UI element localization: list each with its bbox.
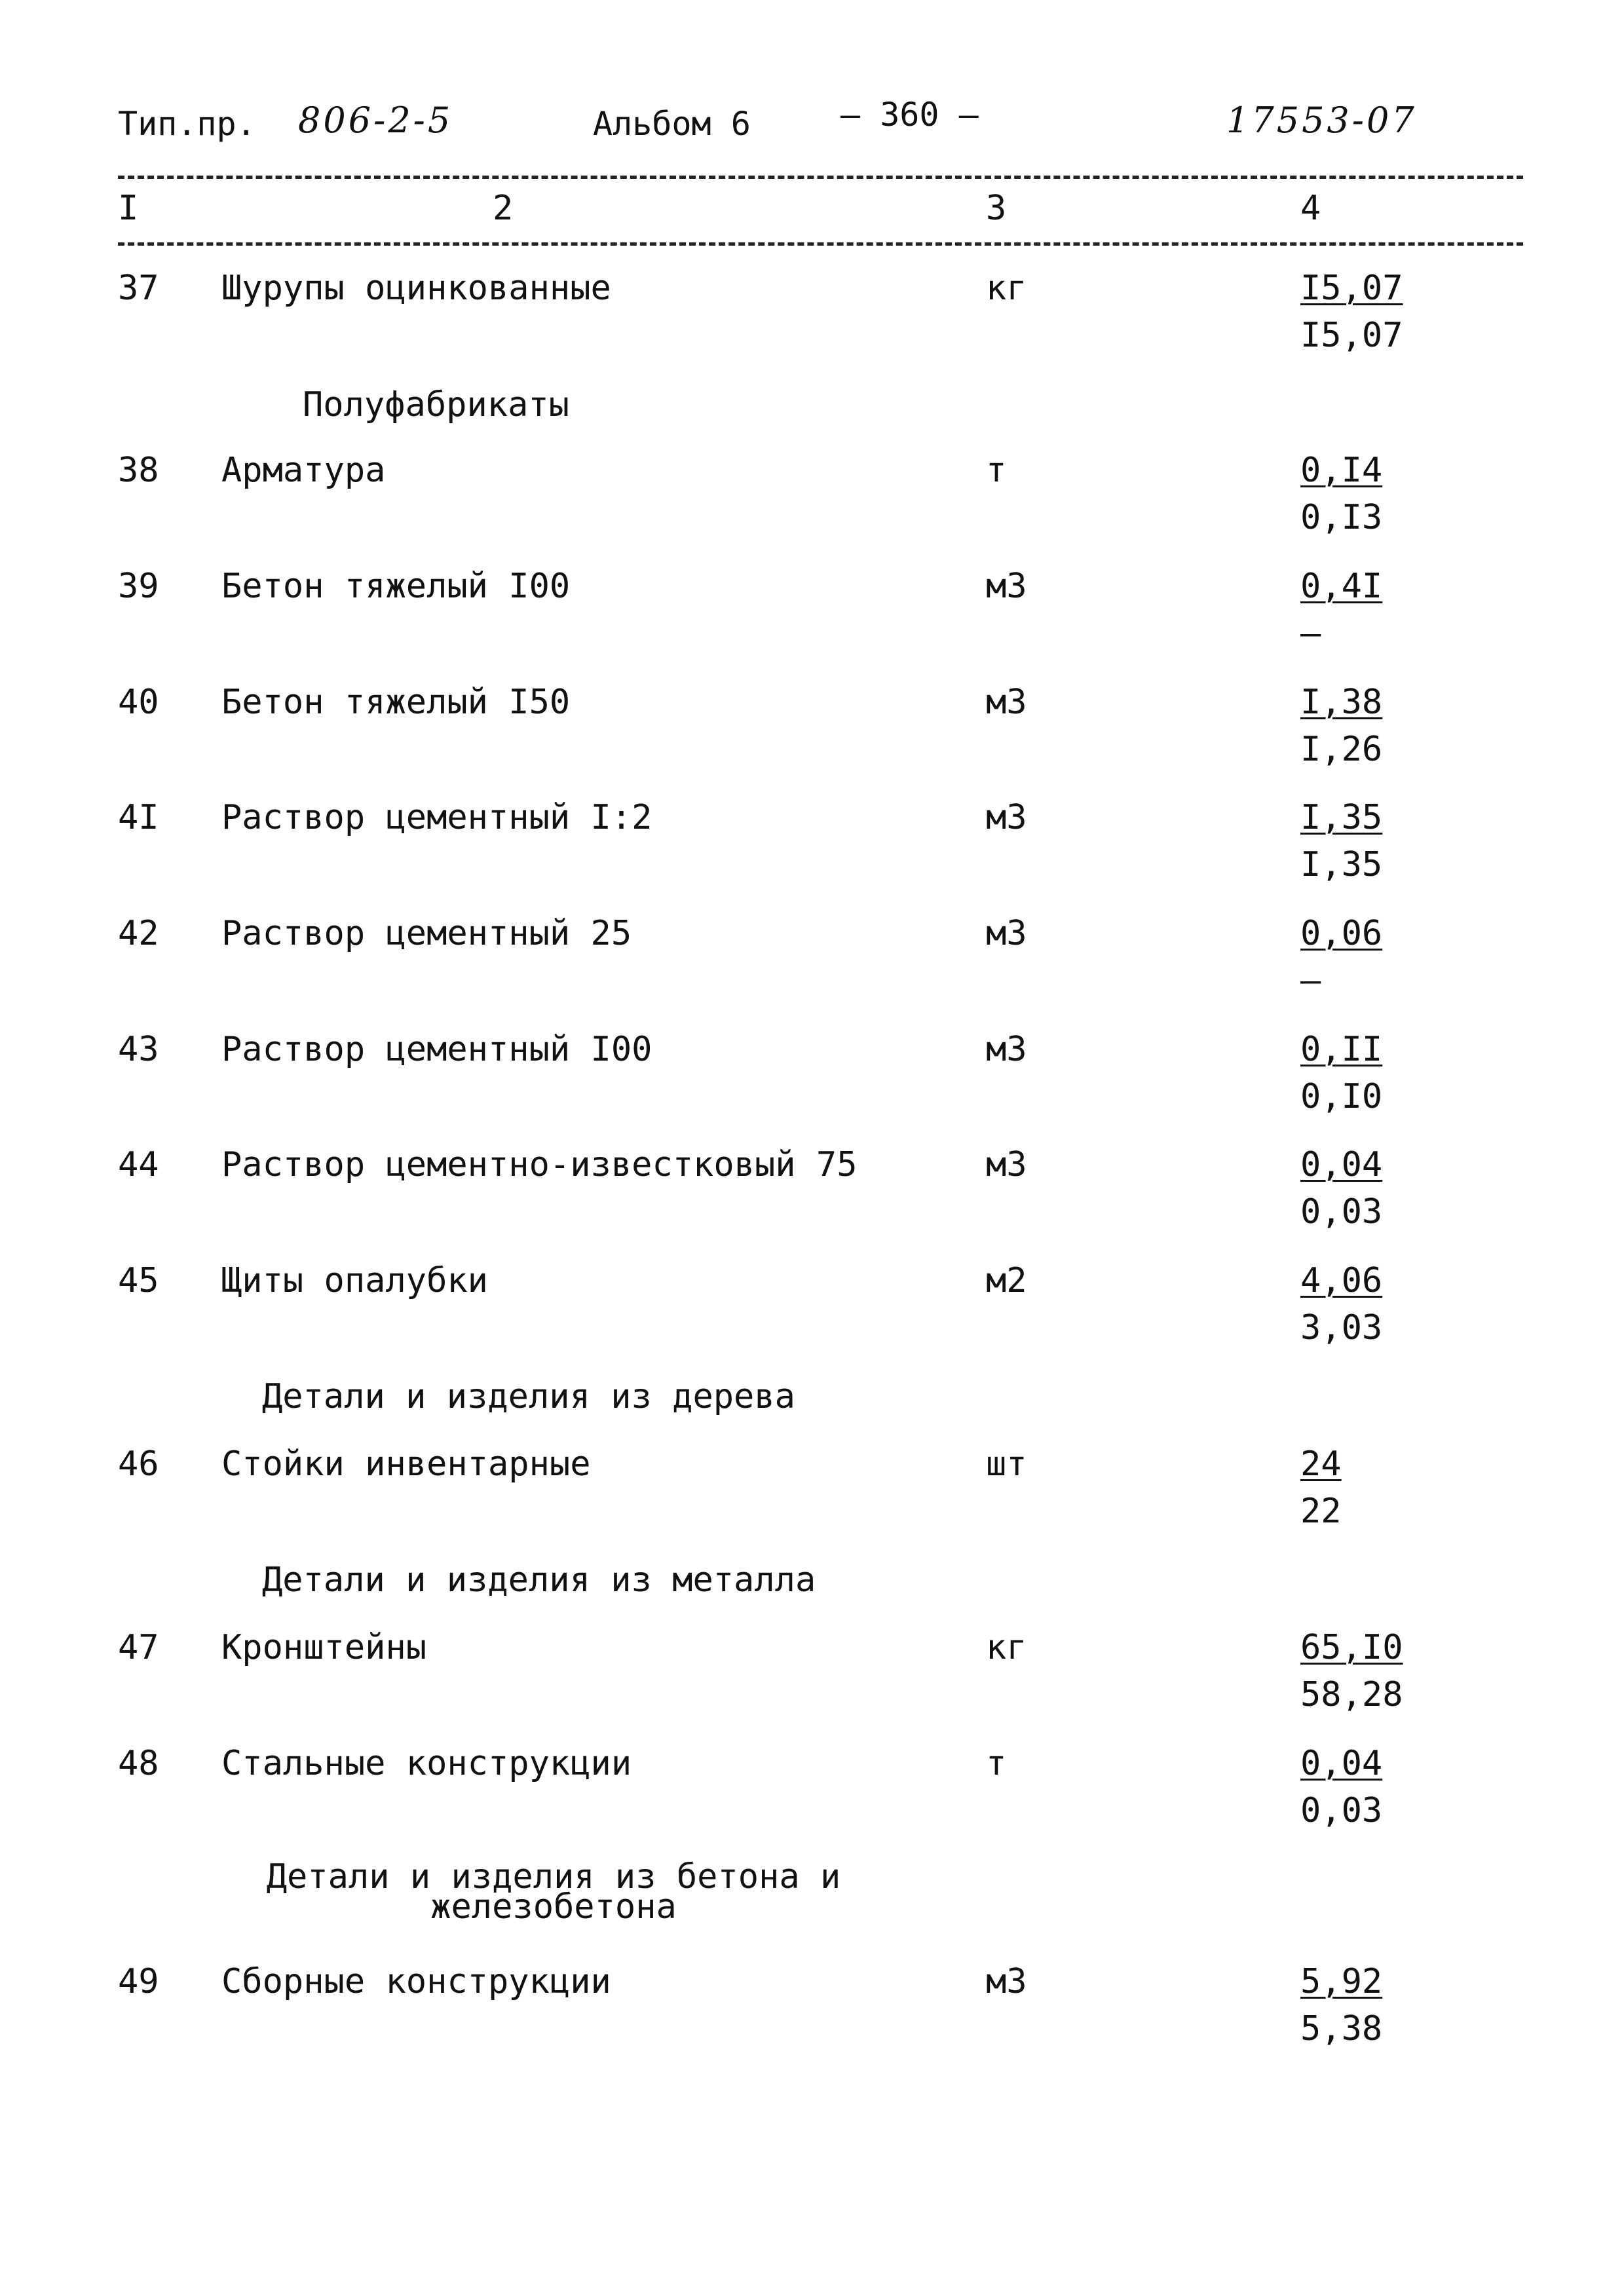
table-row [0,1962,1624,2060]
row-quantity-1: 0,II [1300,1030,1383,1069]
row-quantity-2: 0,I3 [1300,498,1383,537]
row-quantity-1: 0,06 [1300,914,1383,953]
row-unit: шт [986,1444,1027,1484]
row-quantity-2: 0,I0 [1300,1077,1383,1116]
column-header-3: 3 [986,189,1007,228]
row-name: Кронштейны [221,1628,427,1667]
section-heading-semi: Полуфабрикаты [303,385,569,425]
row-quantity-1: 4,06 [1300,1261,1383,1300]
row-quantity-1: 0,04 [1300,1145,1383,1184]
row-number: 48 [118,1744,159,1783]
row-number: 37 [118,269,159,308]
row-name: Раствор цементный I00 [221,1030,652,1069]
row-name: Стальные конструкции [221,1744,632,1783]
row-quantity-1: I,35 [1300,798,1383,837]
table-row [0,269,1624,367]
row-unit: т [986,451,1007,490]
table-row [0,1145,1624,1243]
section-heading-wood: Детали и изделия из дерева [262,1377,795,1416]
row-number: 40 [118,683,159,722]
column-header-2: 2 [493,189,514,228]
table-row [0,567,1624,665]
row-number: 39 [118,567,159,606]
row-name: Бетон тяжелый I00 [221,567,571,606]
table-row [0,451,1624,549]
row-quantity-1: 0,I4 [1300,451,1383,490]
table-row [0,1628,1624,1726]
row-quantity-2: 0,03 [1300,1192,1383,1232]
section-heading-concrete-line1: Детали и изделия из бетона и [266,1857,841,1896]
table-row [0,683,1624,781]
row-unit: м2 [986,1261,1027,1300]
header-page-number: – 360 – [840,96,979,134]
row-name: Раствор цементный I:2 [221,798,652,837]
column-header-4: 4 [1300,189,1321,228]
row-quantity-2: – [1300,614,1321,653]
row-name: Щиты опалубки [221,1261,488,1300]
row-name: Стойки инвентарные [221,1444,591,1484]
row-name: Бетон тяжелый I50 [221,683,571,722]
row-quantity-2: 22 [1300,1492,1342,1531]
row-number: 38 [118,451,159,490]
table-row [0,914,1624,1012]
row-quantity-1: 65,I0 [1300,1628,1403,1667]
row-unit: м3 [986,683,1027,722]
header-dash-top [118,176,1523,179]
row-quantity-1: 24 [1300,1444,1342,1484]
row-quantity-2: 0,03 [1300,1791,1383,1830]
row-unit: м3 [986,567,1027,606]
row-quantity-1: 0,4I [1300,567,1383,606]
row-number: 47 [118,1628,159,1667]
table-row [0,1030,1624,1128]
row-unit: кг [986,1628,1027,1667]
row-name: Сборные конструкции [221,1962,611,2001]
row-quantity-2: I5,07 [1300,316,1403,355]
row-quantity-1: 0,04 [1300,1744,1383,1783]
row-unit: м3 [986,1962,1027,2001]
row-quantity-2: 3,03 [1300,1308,1383,1348]
row-quantity-2: I,26 [1300,730,1383,769]
section-heading-concrete-line2: железобетона [430,1887,677,1927]
row-name: Арматура [221,451,386,490]
column-header-1: I [118,189,139,228]
row-unit: м3 [986,798,1027,837]
table-row [0,1261,1624,1359]
row-unit: кг [986,269,1027,308]
row-unit: т [986,1744,1007,1783]
row-quantity-2: – [1300,961,1321,1000]
row-name: Шурупы оцинкованные [221,269,611,308]
row-number: 43 [118,1030,159,1069]
section-heading-metal: Детали и изделия из металла [262,1560,816,1600]
row-name: Раствор цементно-известковый 75 [221,1145,858,1184]
row-quantity-1: I5,07 [1300,269,1403,308]
table-row [0,798,1624,896]
header-doc-code: 17553-07 [1226,100,1417,141]
table-row [0,1744,1624,1842]
row-quantity-2: I,35 [1300,845,1383,884]
row-name: Раствор цементный 25 [221,914,632,953]
row-number: 46 [118,1444,159,1484]
row-unit: м3 [986,914,1027,953]
row-unit: м3 [986,1030,1027,1069]
row-quantity-2: 58,28 [1300,1675,1403,1714]
section-heading-concrete [249,1857,858,1927]
header-dash-bottom [118,242,1523,246]
row-number: 45 [118,1261,159,1300]
row-quantity-1: 5,92 [1300,1962,1383,2001]
row-number: 42 [118,914,159,953]
header-album: Альбом 6 [593,105,751,143]
row-quantity-1: I,38 [1300,683,1383,722]
row-number: 49 [118,1962,159,2001]
header-prefix: Тип.пр. [118,105,256,143]
row-number: 44 [118,1145,159,1184]
row-number: 4I [118,798,159,837]
row-unit: м3 [986,1145,1027,1184]
row-quantity-2: 5,38 [1300,2009,1383,2048]
table-row [0,1444,1624,1543]
header-project-number: 806-2-5 [298,100,453,141]
